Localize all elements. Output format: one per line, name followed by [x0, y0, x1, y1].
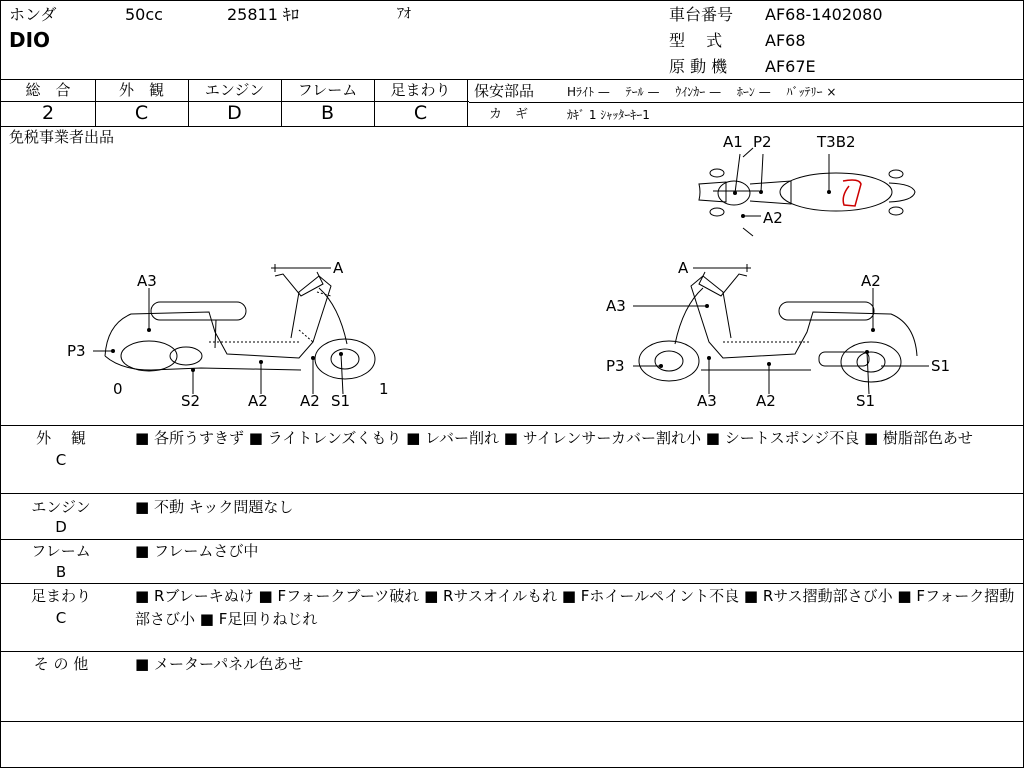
damage-code: A3 [606, 297, 626, 315]
divider [1, 721, 1023, 722]
suspension-section-label: 足まわり [30, 587, 91, 605]
engine-section-grade: D [55, 518, 67, 536]
type-value: AF68 [765, 31, 806, 50]
frame-section-grade: B [55, 563, 67, 581]
mileage: 25811 ｷﾛ [227, 5, 299, 24]
suspension-grade-label: 足まわり [390, 81, 451, 99]
frame-no-label: 車台番号 [669, 5, 734, 24]
suspension-grade: C [413, 102, 428, 124]
exterior-notes: ■ 各所うすきず ■ ライトレンズくもり ■ レバー削れ ■ サイレンサーカバー割れ小 ■ シートスポンジ不良 ■ 樹脂部色あせ [135, 429, 973, 447]
divider [1, 425, 1023, 426]
damage-diagram [1, 126, 1023, 426]
tax-note: 免税事業者出品 [9, 128, 115, 146]
engine-section-label: エンジン [31, 498, 91, 516]
displacement: 50cc [125, 5, 163, 24]
damage-code: 1 [379, 380, 389, 398]
damage-code: A3 [137, 272, 157, 290]
damage-code: S1 [331, 392, 351, 410]
damage-code: A2 [861, 272, 881, 290]
damage-code: P2 [753, 133, 772, 151]
color: ｱｵ [397, 6, 411, 22]
damage-code: A [333, 259, 344, 277]
exterior-section-label: 外 観 [36, 429, 86, 447]
damage-code: P3 [67, 342, 86, 360]
damage-code: S2 [181, 392, 201, 410]
engine-value: AF67E [765, 57, 816, 76]
engine-grade: D [227, 102, 242, 124]
frame-grade-label: フレーム [297, 81, 358, 99]
divider [1, 583, 1023, 584]
damage-code: A2 [248, 392, 268, 410]
model-name: DIO [9, 28, 51, 52]
safety-items: Hﾗｲﾄ — ﾃｰﾙ — ｳｲﾝｶｰ — ﾎｰﾝ — ﾊﾞｯﾃﾘｰ × [567, 85, 837, 99]
key-label: カ ギ [489, 107, 529, 122]
exterior-label: 外 観 [118, 81, 164, 99]
leader-lines [93, 154, 929, 394]
engine-label: 原 動 機 [669, 57, 728, 76]
divider [1, 651, 1023, 652]
damage-code: A2 [763, 209, 783, 227]
damage-code: A2 [756, 392, 776, 410]
divider [1, 79, 1023, 80]
divider [467, 79, 468, 126]
damage-code: S1 [931, 357, 951, 375]
maker: ホンダ [9, 5, 57, 24]
divider [469, 102, 1023, 103]
overall-label: 総 合 [25, 81, 71, 99]
frame-section-label: フレーム [31, 542, 91, 560]
damage-code: A1 [723, 133, 743, 151]
type-label: 型 式 [669, 31, 723, 50]
frame-no: AF68-1402080 [765, 5, 883, 24]
overall-grade: 2 [41, 102, 55, 124]
top-view-scooter [699, 148, 915, 236]
damage-code: 0 [113, 380, 123, 398]
damage-code: A2 [300, 392, 320, 410]
exterior-grade: C [134, 102, 149, 124]
safety-label: 保安部品 [474, 82, 535, 100]
suspension-section-grade: C [55, 609, 67, 627]
damage-code: S1 [856, 392, 876, 410]
damage-code: A [678, 259, 689, 277]
damage-code: T3B2 [817, 133, 856, 151]
frame-notes: ■ フレームさび中 [135, 542, 259, 560]
damage-mark [843, 180, 861, 206]
exterior-section-grade: C [55, 451, 67, 469]
suspension-notes: ■ Rブレーキぬけ ■ Fフォークブーツ破れ ■ Rサスオイルもれ ■ Fホイールペイント不良 ■ Rサス摺動部さび小 ■ Fフォーク摺動部さび小 ■ F足回りねじれ [135, 587, 1015, 628]
damage-code: A3 [697, 392, 717, 410]
damage-points [111, 190, 875, 372]
key-value: ｶｷﾞ 1 ｼｬｯﾀｰｷｰ1 [567, 108, 650, 122]
frame-grade: B [320, 102, 335, 124]
engine-grade-label: エンジン [204, 81, 265, 99]
divider [1, 493, 1023, 494]
other-notes: ■ メーターパネル色あせ [135, 655, 304, 673]
other-section-label: そ の 他 [33, 655, 89, 673]
engine-notes: ■ 不動 キック問題なし [135, 498, 294, 516]
damage-code: P3 [606, 357, 625, 375]
